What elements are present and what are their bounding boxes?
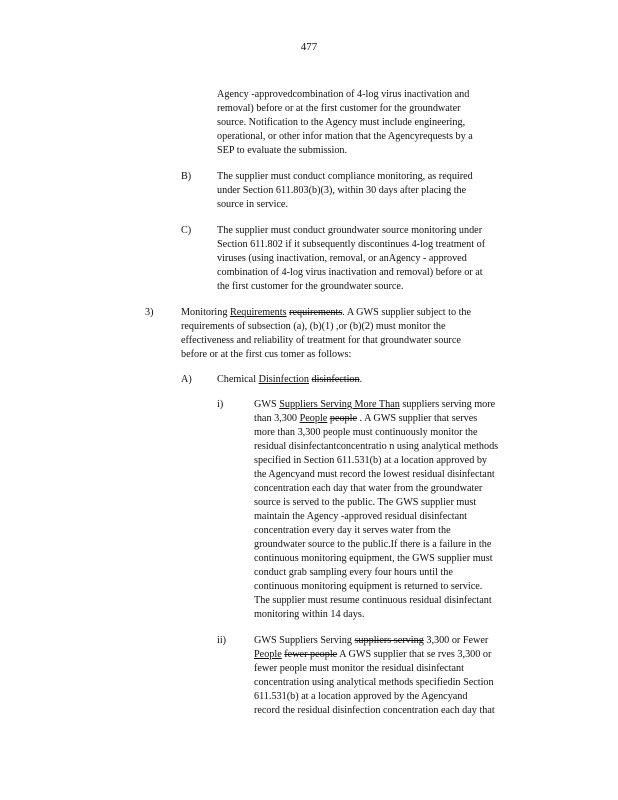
text-span: Chemical — [217, 374, 259, 385]
text-line: viruses (using inactivation, removal, or anAgency - approved — [217, 253, 467, 264]
text-line: The supplier must resume continuous residual disinfectant — [254, 595, 492, 606]
item-ii-heading-line — [254, 648, 491, 661]
item-i-heading-line — [254, 398, 495, 411]
text-line: the Agencyand must record the lowest residual disinfectant — [254, 469, 495, 480]
item-label: ii) — [217, 635, 227, 646]
item-label: A) — [181, 374, 192, 385]
deleted-text: suppliers serving — [354, 635, 424, 646]
text-line: under Section 611.803(b)(3), within 30 days after placing the — [217, 185, 467, 196]
text-line: the first customer for the groundwater source. — [217, 281, 404, 292]
text-line: concentration each day that water from the groundwater — [254, 483, 483, 494]
deleted-text: requirements — [289, 307, 343, 318]
text-span: suppliers serving more — [399, 399, 496, 410]
text-line: operational, or other infor mation that the Agencyrequests by a — [217, 131, 473, 142]
inserted-text: Requirements — [229, 307, 287, 318]
text-line: record the residual disinfection concentration each day that — [254, 705, 495, 716]
text-line: 611.531(b) at a location approved by the Agencyand — [254, 691, 468, 702]
item-label: B) — [181, 171, 192, 182]
text-span: GWS — [254, 399, 280, 410]
text-line: fewer people must monitor the residual disinfectant — [254, 663, 464, 674]
text-line: maintain the Agency -approved residual disinfectant — [254, 511, 468, 522]
text-line: concentration every day it serves water from the — [254, 525, 451, 536]
text-span: . A GWS supplier subject to the — [342, 307, 472, 318]
deleted-text: people — [329, 413, 357, 424]
inserted-text: Suppliers Serving More Than — [279, 399, 400, 410]
text-line: source is served to the public. The GWS supplier must — [254, 497, 477, 508]
text-line: Agency -approvedcombination of 4-log virus inactivation and — [217, 89, 470, 100]
text-line: SEP to evaluate the submission. — [217, 145, 348, 156]
text-line: conduct grab sampling every four hours until the — [254, 567, 453, 578]
item-3-heading — [181, 306, 471, 319]
text-span: Monitoring — [181, 307, 230, 318]
item-label: i) — [217, 399, 224, 410]
text-span: than 3,300 — [254, 413, 300, 424]
text-line: concentration using analytical methods specifiedin Section — [254, 677, 494, 688]
text-line: more than 3,300 people must continuously monitor the — [254, 427, 478, 438]
inserted-text: People — [299, 413, 328, 424]
text-span: . A GWS supplier that serves — [357, 413, 478, 424]
item-a-heading — [217, 373, 362, 386]
text-line: residual disinfectantconcentratio n using analytical methods — [254, 441, 499, 452]
item-label: C) — [181, 225, 192, 236]
text-line: Section 611.802 if it subsequently discontinues 4-log treatment of — [217, 239, 486, 250]
text-line: combination of 4-log virus inactivation and removal) before or at — [217, 267, 483, 278]
text-span: . — [359, 374, 363, 385]
text-line: monitoring within 14 days. — [254, 609, 365, 620]
inserted-text: People — [254, 649, 282, 660]
text-line: effectiveness and reliability of treatment for that groundwater source — [181, 335, 461, 346]
text-line: continuous monitoring equipment is returned to service. — [254, 581, 483, 592]
text-line: The supplier must conduct groundwater source monitoring under — [217, 225, 483, 236]
text-line: continuous monitoring equipment, the GWS supplier must — [254, 553, 493, 564]
text-line: before or at the first cus tomer as follows: — [181, 349, 352, 360]
text-line: specified in Section 611.531(b) at a location approved by — [254, 455, 488, 466]
text-span: 3,300 or Fewer — [423, 635, 489, 646]
text-span: GWS Suppliers Serving — [254, 635, 355, 646]
text-line: groundwater source to the public.If there is a failure in the — [254, 539, 492, 550]
text-line: removal) before or at the first customer for the groundwater — [217, 103, 461, 114]
text-line: source. Notification to the Agency must include engineering, — [217, 117, 466, 128]
inserted-text: Disinfection — [258, 374, 309, 385]
text-line: requirements of subsection (a), (b)(1) ,or (b)(2) must monitor the — [181, 321, 446, 332]
text-line: The supplier must conduct compliance monitoring, as required — [217, 171, 473, 182]
text-span: A GWS supplier that se rves 3,300 or — [337, 649, 492, 660]
page-number: 477 — [300, 41, 318, 53]
item-ii-heading-line — [254, 634, 488, 647]
deleted-text: fewer people — [284, 649, 338, 660]
item-i-heading-line — [254, 412, 477, 425]
item-label: 3) — [145, 307, 154, 318]
text-line: source in service. — [217, 199, 288, 210]
deleted-text: disinfection — [311, 374, 360, 385]
